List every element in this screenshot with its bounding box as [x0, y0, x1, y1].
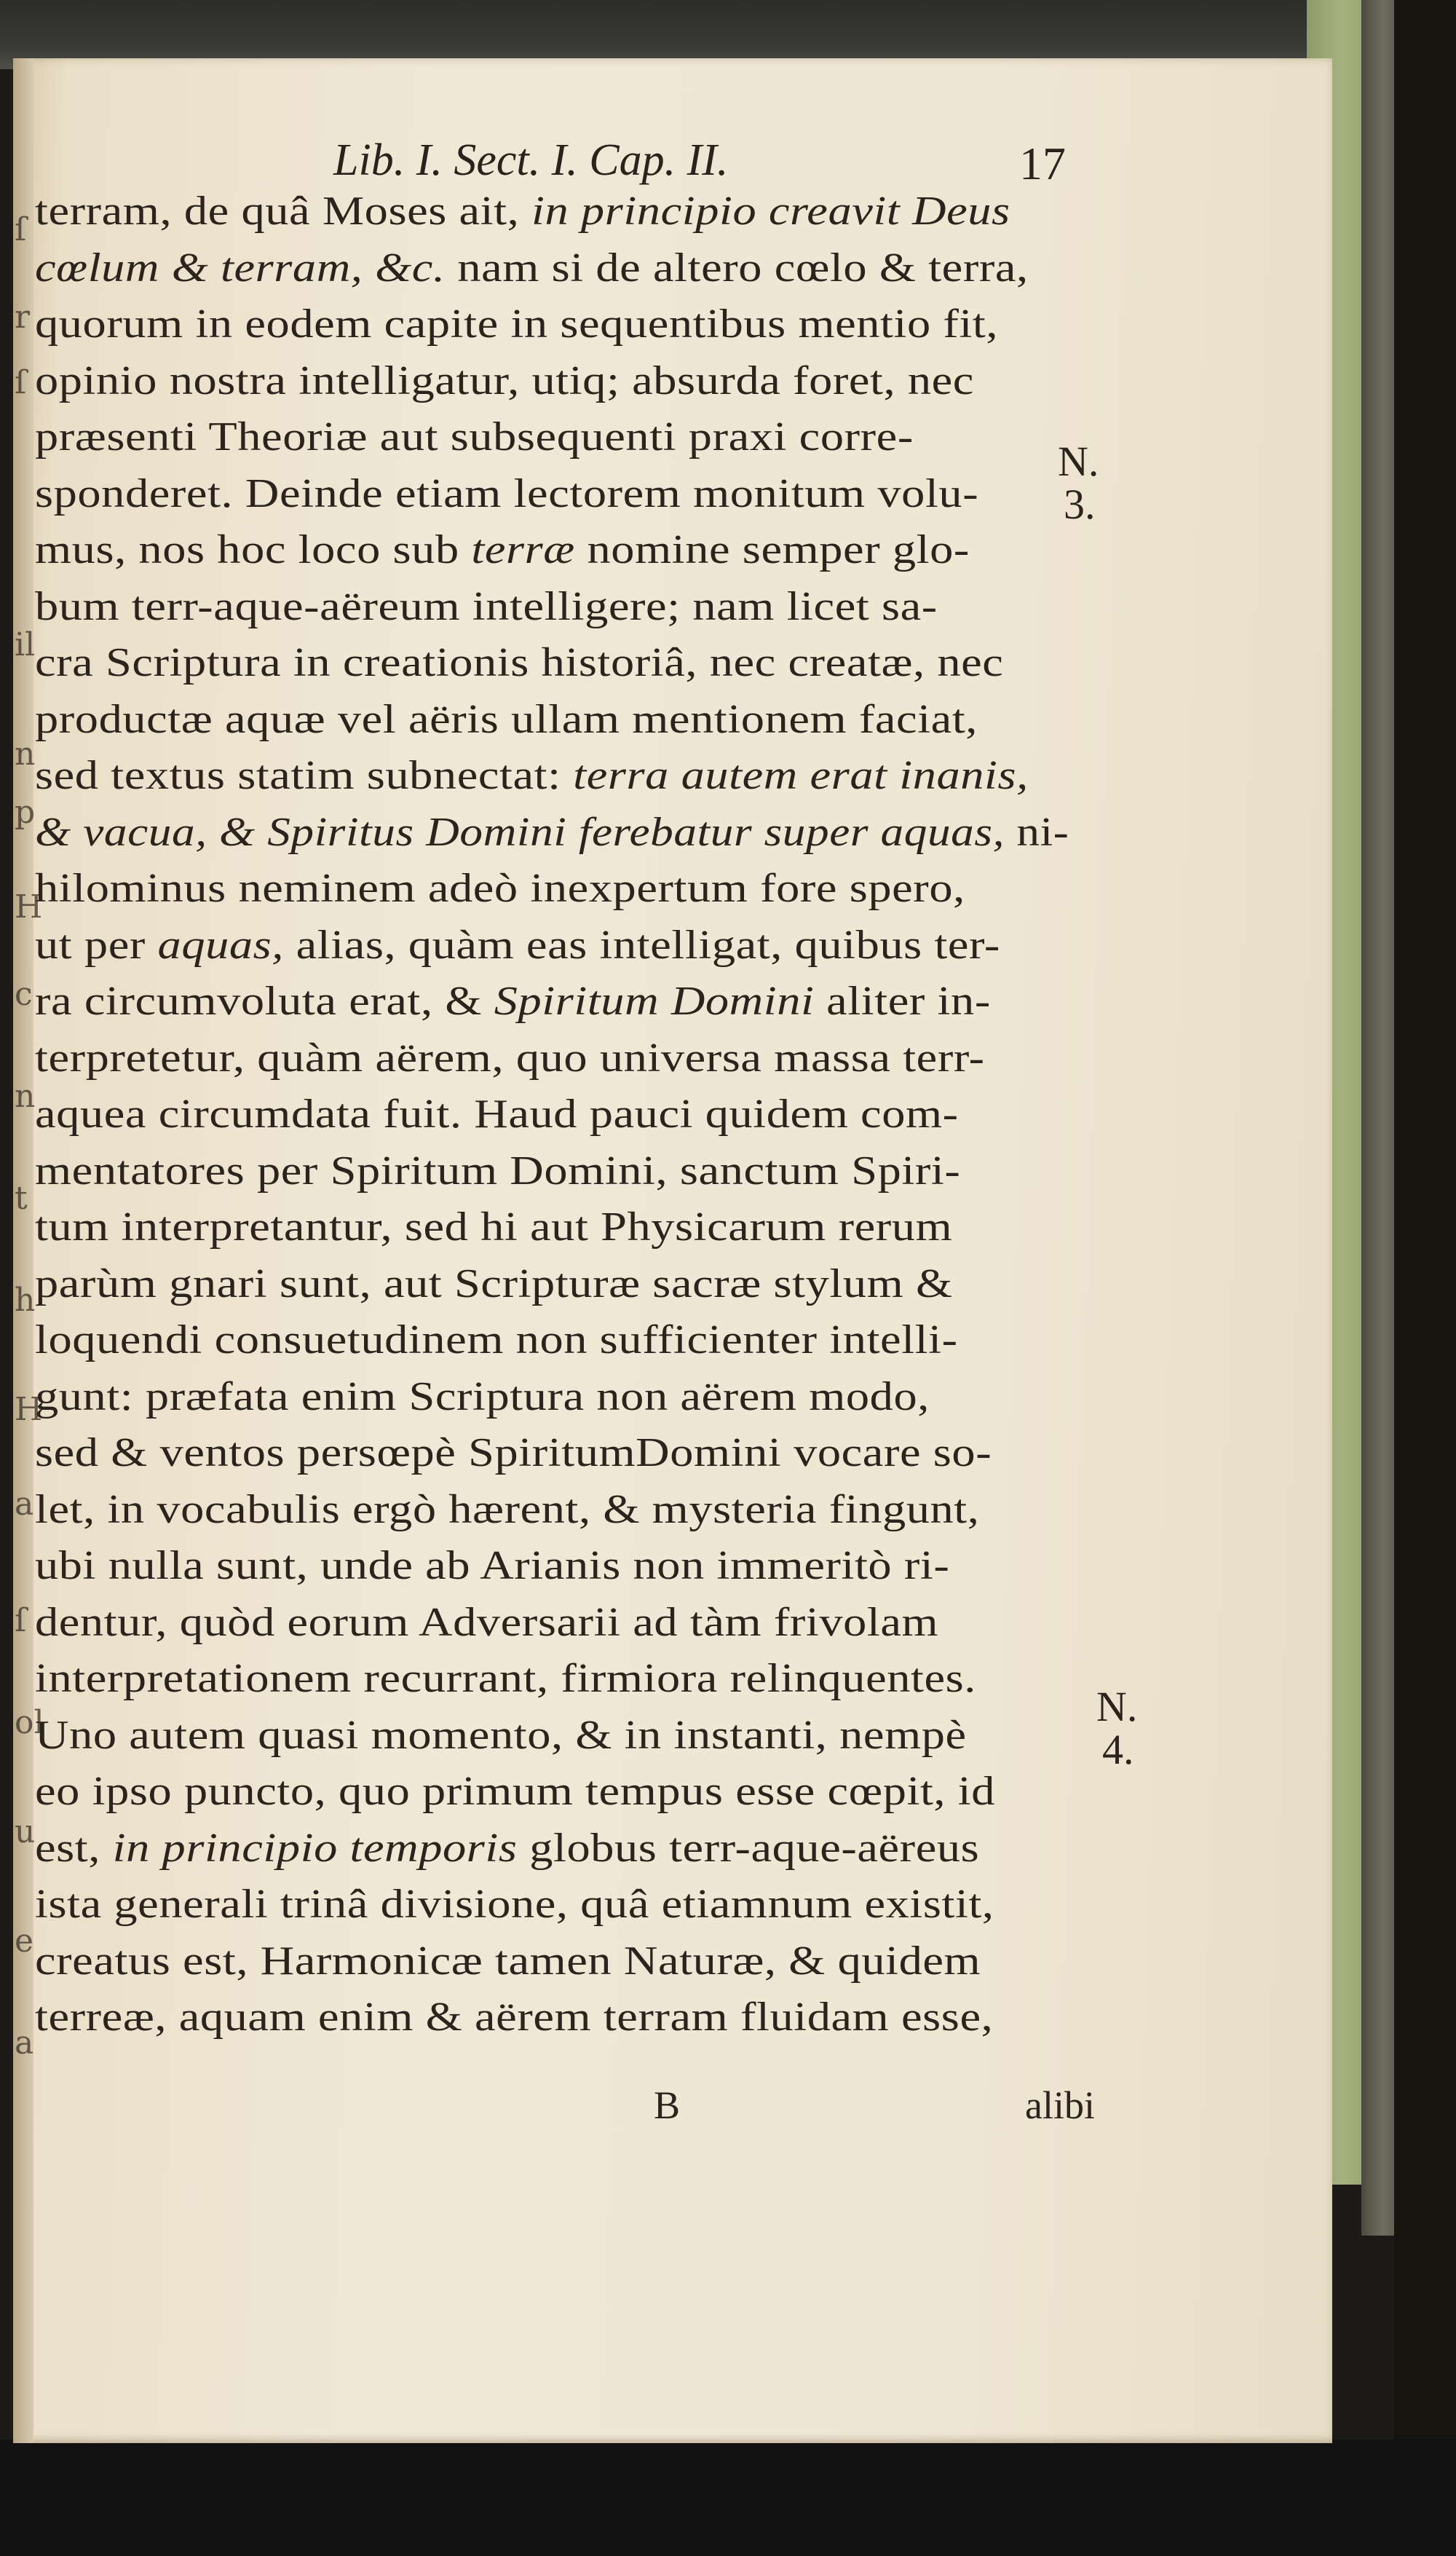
text-line	[35, 358, 974, 404]
roman-text: præsenti Theoriæ aut subsequenti praxi corre-	[35, 414, 914, 459]
roman-text: ubi nulla sunt, unde ab Arianis non immeritò ri-	[35, 1543, 950, 1588]
roman-text: quorum in eodem capite in sequentibus mentio fit,	[35, 301, 999, 347]
text-line	[35, 1655, 976, 1702]
book-page	[13, 58, 1332, 2443]
roman-text: tum interpretantur, sed hi aut Physicarum rerum	[35, 1204, 953, 1250]
roman-text: mus, nos hoc loco sub	[35, 527, 472, 572]
roman-text: parùm gnari sunt, aut Scripturæ sacræ stylum &	[35, 1261, 953, 1306]
signature-mark: B	[654, 2083, 681, 2127]
marginal-note-label: N.	[1058, 438, 1099, 485]
text-line	[35, 922, 1000, 969]
italic-text: in principio creavit Deus	[531, 189, 1010, 234]
roman-text: dentur, quòd eorum Adversarii ad tàm frivolam	[35, 1599, 939, 1645]
roman-text: ra circumvoluta erat, &	[35, 979, 494, 1024]
text-line	[35, 1486, 979, 1533]
text-line	[35, 1881, 994, 1928]
text-line	[35, 1825, 979, 1871]
roman-text: terpretetur, quàm aërem, quo universa massa terr-	[35, 1035, 985, 1081]
roman-text: ni-	[1005, 809, 1069, 855]
text-line	[35, 583, 938, 630]
text-line	[35, 752, 1029, 799]
roman-text: globus terr-aque-aëreus	[517, 1825, 980, 1871]
text-line	[35, 809, 1069, 856]
italic-text: aquas,	[157, 922, 284, 968]
italic-text: & vacua, & Spiritus Domini ferebatur super aquas,	[35, 809, 1005, 855]
text-line	[35, 245, 1029, 291]
text-line	[35, 1938, 981, 1984]
text-line	[35, 865, 965, 912]
page-number: 17	[1019, 138, 1066, 189]
marginal-note-label: N.	[1096, 1683, 1138, 1730]
text-line	[35, 1429, 992, 1476]
roman-text: eo ipso puncto, quo primum tempus esse cœpit, id	[35, 1769, 996, 1814]
text-line	[35, 1542, 949, 1589]
roman-text: ut per	[35, 922, 158, 968]
roman-text: sed textus statim subnectat:	[35, 753, 574, 798]
italic-text: terræ	[471, 527, 575, 572]
text-line	[35, 696, 978, 743]
roman-text: alias, quàm eas intelligat, quibus ter-	[283, 922, 1000, 968]
roman-text: let, in vocabulis ergò hærent, & mysteria fingunt,	[35, 1486, 980, 1532]
text-line	[35, 1317, 958, 1363]
text-line	[35, 188, 1010, 234]
italic-text: terra autem erat inanis,	[573, 753, 1029, 798]
roman-text: gunt: præfata enim Scriptura non aërem modo,	[35, 1373, 930, 1419]
marginal-note-n4	[1096, 1682, 1137, 1774]
italic-text: cœlum & terram, &c.	[35, 245, 446, 291]
roman-text: ista generali trinâ divisione, quâ etiamnum existit,	[35, 1882, 994, 1927]
text-line	[35, 301, 998, 347]
roman-text: loquendi consuetudinem non sufficienter intelli-	[35, 1317, 958, 1362]
marginal-note-n3	[1058, 437, 1099, 529]
roman-text: sed & ventos persœpè SpiritumDomini vocare so-	[35, 1430, 992, 1475]
catchword: alibi	[1025, 2083, 1095, 2127]
text-line	[35, 639, 1003, 686]
roman-text: est,	[35, 1825, 113, 1871]
text-line	[35, 1035, 985, 1081]
roman-text: nomine semper glo-	[574, 527, 970, 572]
roman-text: bum terr-aque-aëreum intelligere; nam licet sa-	[35, 583, 938, 629]
roman-text: mentatores per Spiritum Domini, sanctum Spiri-	[35, 1148, 961, 1194]
roman-text: Uno autem quasi momento, & in instanti, nempè	[35, 1712, 967, 1758]
roman-text: cra Scriptura in creationis historiâ, nec creatæ, nec	[35, 640, 1004, 685]
roman-text: hilominus neminem adeò inexpertum fore spero,	[35, 866, 965, 911]
facing-page-bleed: ſ r ſ il n p H c n t h H a ſ ol u e a	[15, 211, 44, 2062]
marginal-note-number: 4.	[1102, 1726, 1134, 1773]
background-bottom	[0, 2439, 1456, 2556]
running-header: Lib. I. Sect. I. Cap. II.	[333, 135, 729, 185]
text-line	[35, 1373, 930, 1420]
roman-text: terram, de quâ Moses ait,	[35, 189, 532, 234]
roman-text: interpretationem recurrant, firmiora relinquentes.	[35, 1656, 976, 1701]
roman-text: creatus est, Harmonicæ tamen Naturæ, & quidem	[35, 1938, 981, 1984]
italic-text: Spiritum Domini	[494, 979, 815, 1024]
roman-text: productæ aquæ vel aëris ullam mentionem faciat,	[35, 696, 978, 742]
text-line	[35, 1994, 993, 2040]
text-line	[35, 1148, 960, 1194]
text-line	[35, 1768, 995, 1815]
text-line	[35, 526, 970, 573]
italic-text: in principio temporis	[112, 1825, 518, 1871]
roman-text: sponderet. Deinde etiam lectorem monitum volu-	[35, 470, 979, 516]
roman-text: aliter in-	[814, 979, 991, 1024]
text-line	[35, 1091, 959, 1137]
text-line	[35, 978, 991, 1025]
text-line	[35, 1599, 938, 1646]
text-line	[35, 1261, 953, 1307]
roman-text: aquea circumdata fuit. Haud pauci quidem com-	[35, 1092, 959, 1137]
text-line	[35, 470, 978, 517]
roman-text: nam si de altero cœlo & terra,	[445, 245, 1029, 291]
text-line	[35, 414, 914, 460]
roman-text: terreæ, aquam enim & aërem terram fluidam esse,	[35, 1995, 994, 2040]
text-line	[35, 1712, 967, 1759]
text-line	[35, 1204, 952, 1250]
background-right	[1394, 0, 1456, 2556]
roman-text: opinio nostra intelligatur, utiq; absurda foret, nec	[35, 358, 974, 403]
marginal-note-number: 3.	[1064, 481, 1096, 528]
